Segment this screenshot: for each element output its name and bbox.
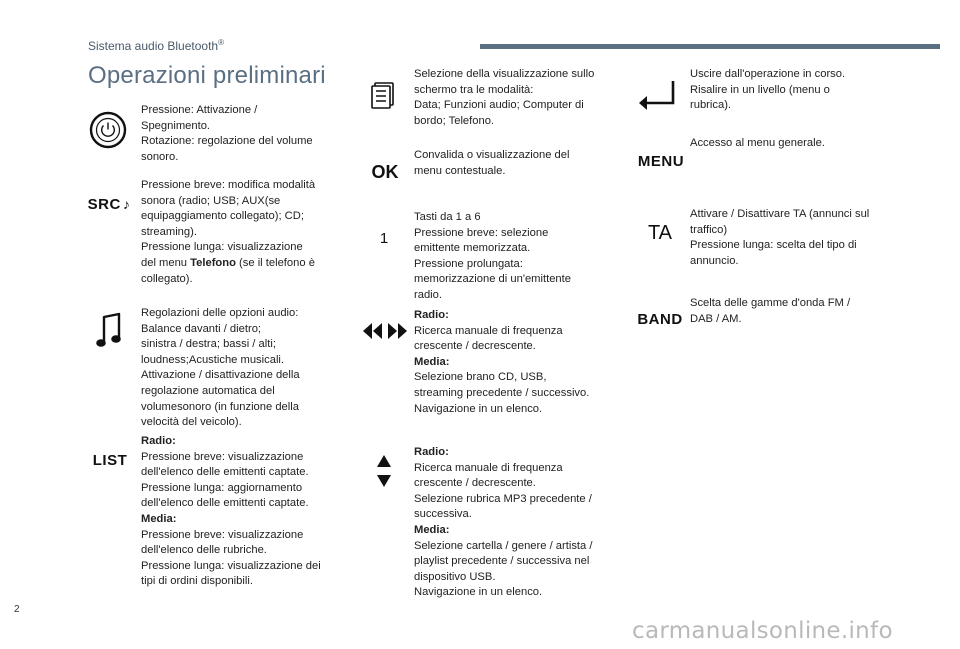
watermark: carmanualsonline.info — [632, 618, 893, 644]
list-description: Radio: Pressione breve: visualizzazione dell'elenco delle emittenti captate. Pressione lunga: aggiornamento dell'elenco delle emittenti captate. Media: Pressione breve: visualizzazione dell'elenco delle rubriche. Pressione lunga: visualizzazione dei tipi di ordini disponibili. — [141, 435, 321, 588]
folder-nav-description: Radio: Ricerca manuale di frequenza crescente / decrescente. Selezione rubrica MP3 precedente / successiva. Media: Selezione cartella / genere / artista / playlist precedente / successiva nel dispositivo USB. Navigazione in un elenco. — [414, 446, 593, 599]
up-down-arrows-icon — [374, 452, 394, 490]
band-label-icon: BAND — [637, 310, 683, 328]
back-arrow-icon — [636, 76, 680, 112]
seek-description: Radio: Ricerca manuale di frequenza crescente / decrescente. Media: Selezione brano CD, USB, streaming precedente / successivo. Navigazione in un elenco. — [414, 309, 590, 415]
display-mode-icon — [368, 80, 398, 110]
preset-description: Tasti da 1 a 6 Pressione breve: selezione emittente memorizzata. Pressione prolungata: memorizzazione di un'emittente radio. — [414, 211, 571, 301]
page-number: 2 — [14, 604, 20, 615]
power-icon — [88, 110, 128, 150]
display-mode-description: Selezione della visualizzazione sullo schermo tra le modalità: Data; Funzioni audio; Computer di bordo; Telefono. — [414, 68, 595, 127]
preset-number-icon: 1 — [379, 229, 389, 247]
back-description: Uscire dall'operazione in corso. Risalire in un livello (menu o rubrica). — [690, 68, 846, 112]
seek-arrows-icon — [361, 320, 409, 342]
ta-label-icon: TA — [647, 221, 673, 244]
src-label-icon: SRC ♪ — [87, 195, 131, 213]
menu-label-icon: MENU — [637, 152, 685, 170]
src-description: Pressione breve: modifica modalità sonora (radio; USB; AUX(se equipaggiamento collegato); CD; streaming). Pressione lunga: visualizzazione del menu Telefono (se il telefono è collegato). — [141, 179, 316, 285]
power-description: Pressione: Attivazione / Spegnimento. Rotazione: regolazione del volume sonoro. — [141, 104, 313, 163]
page-title: Operazioni preliminari — [88, 62, 326, 89]
menu-description: Accesso al menu generale. — [690, 137, 825, 149]
list-label-icon: LIST — [92, 451, 128, 469]
band-description: Scelta delle gamme d'onda FM / DAB / AM. — [690, 297, 851, 325]
ta-description: Attivare / Disattivare TA (annunci sul traffico) Pressione lunga: scelta del tipo di annuncio. — [690, 208, 870, 267]
music-note-icon — [93, 310, 125, 352]
header-rule — [480, 44, 940, 49]
section-header: Sistema audio Bluetooth® — [88, 38, 224, 53]
ok-label-icon: OK — [371, 161, 399, 182]
ok-description: Convalida o visualizzazione del menu contestuale. — [414, 149, 570, 177]
audio-settings-description: Regolazioni delle opzioni audio: Balance davanti / dietro; sinistra / destra; bassi / alti; loudness;Acustiche musicali. Attivazione / disattivazione della regolazione automatica del volumesonoro (in funzione della velocità del veicolo). — [141, 307, 300, 429]
